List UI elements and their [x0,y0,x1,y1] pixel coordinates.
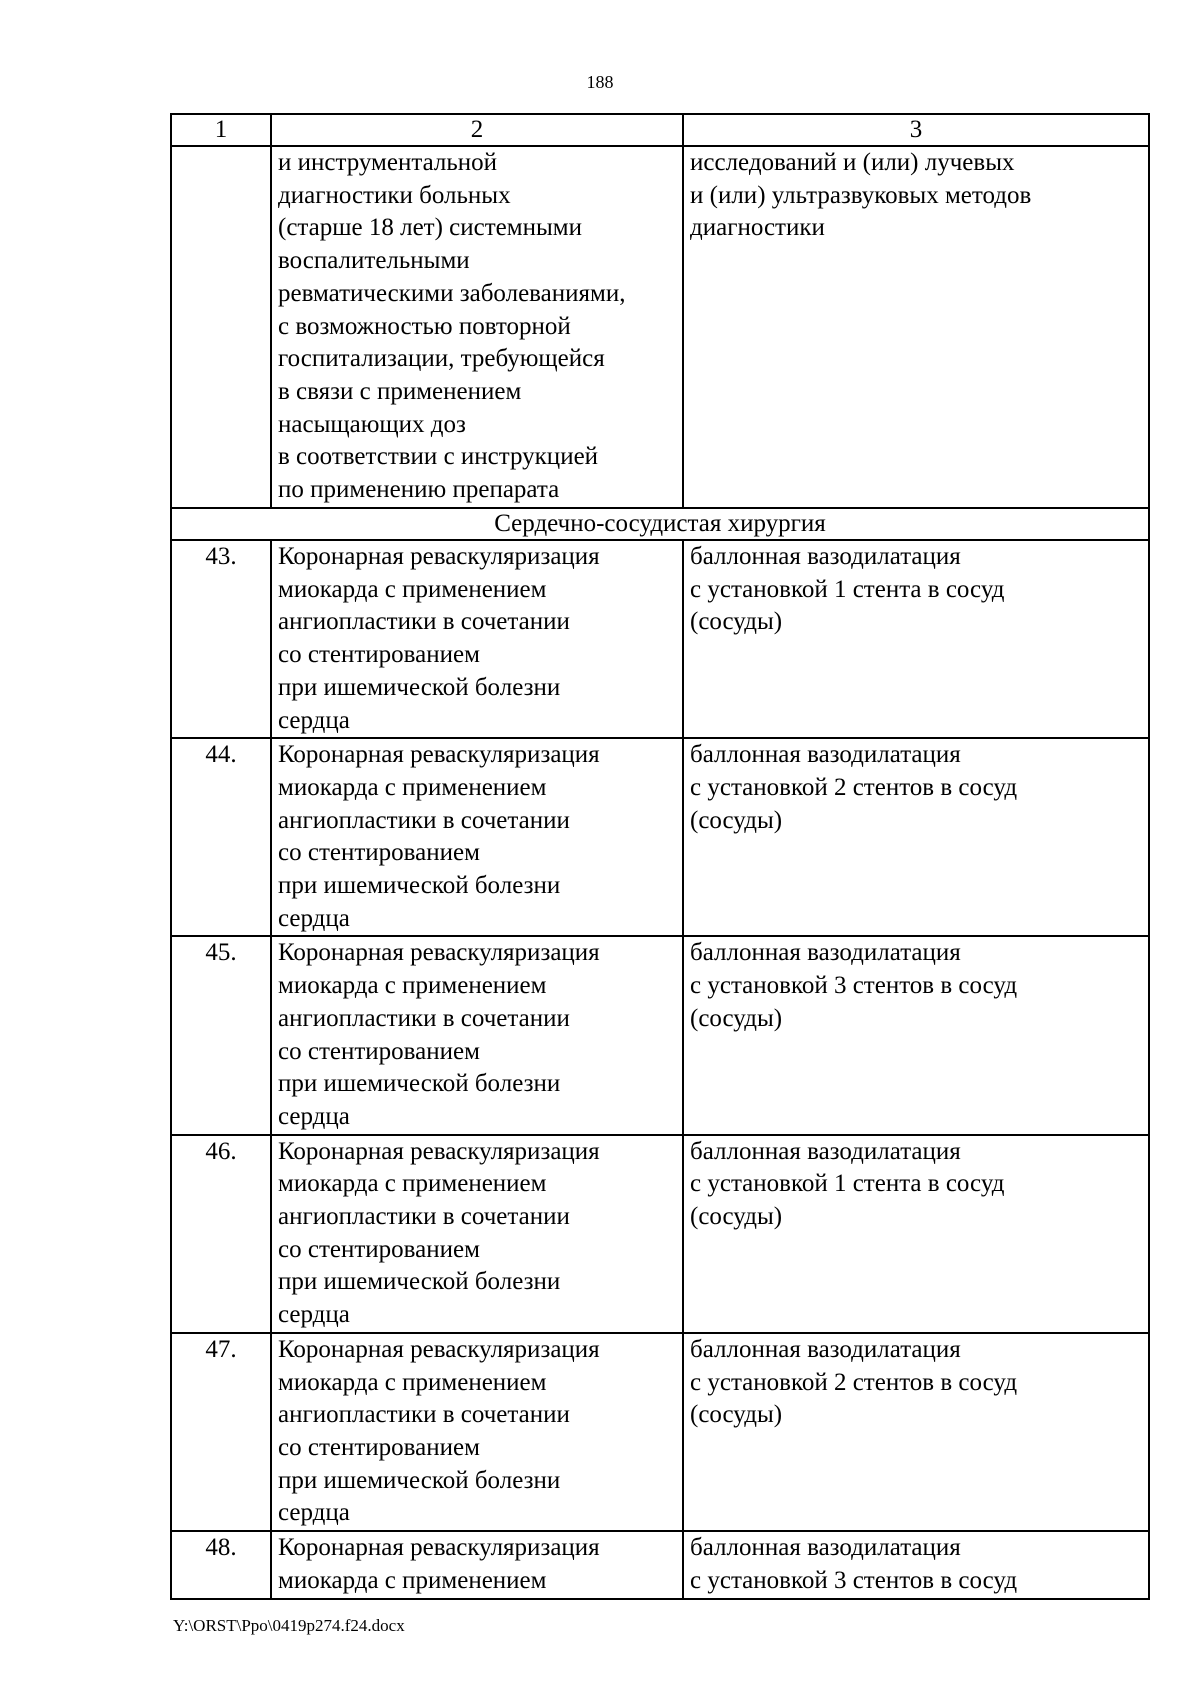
text-line: в соответствии с инструкцией [278,443,599,471]
text-line: с возможностью повторной [278,312,571,340]
text-line: со стентированием [278,1037,480,1065]
text-line: сердца [278,1102,350,1130]
row-description-cell [271,1135,683,1333]
table-row [171,936,1149,1134]
text-line: сердца [278,1301,350,1329]
text-line: со стентированием [278,1433,480,1461]
row-number-cell: 48. [171,1531,271,1598]
table-body [171,114,1149,1599]
text-line: Коронарная реваскуляризация [278,1137,600,1165]
row-description-cell [271,540,683,738]
text-line: ангиопластики в сочетании [278,1004,570,1032]
text-line: при ишемической болезни [278,1070,561,1098]
text-line: ревматическими заболеваниями, [278,279,626,307]
text-line: Коронарная реваскуляризация [278,741,600,769]
row-description-cell [271,1531,683,1598]
text-line: (сосуды) [690,1004,783,1032]
row-number-cell: 46. [171,1135,271,1333]
text-line: с установкой 2 стентов в сосуд [690,1368,1018,1396]
text-line: с установкой 3 стентов в сосуд [690,972,1018,1000]
text-line: по применению препарата [278,476,560,504]
text-line: со стентированием [278,1235,480,1263]
text-line: в связи с применением [278,377,522,405]
text-line: с установкой 3 стентов в сосуд [690,1566,1018,1594]
text-line: (сосуды) [690,806,783,834]
column-header-3: 3 [683,114,1149,146]
text-line: миокарда с применением [278,773,547,801]
row-method-cell [683,540,1149,738]
table-row [171,1531,1149,1598]
procedures-table [170,113,1150,1600]
table-header-row [171,114,1149,146]
text-line: баллонная вазодилатация [690,1137,961,1165]
row-method-cell [683,936,1149,1134]
text-line: ангиопластики в сочетании [278,1401,570,1429]
text-line: баллонная вазодилатация [690,1335,961,1363]
text-line: баллонная вазодилатация [690,543,961,570]
continued-row [171,146,1149,508]
text-line: со стентированием [278,641,480,669]
text-line: Коронарная реваскуляризация [278,939,600,967]
text-line: насыщающих доз [278,410,466,438]
text-line: при ишемической болезни [278,1268,561,1296]
row-number-cell: 44. [171,738,271,936]
table-row [171,738,1149,936]
text-line: и инструментальной [278,149,498,176]
text-line: с установкой 1 стента в сосуд [690,575,1005,603]
text-line: сердца [278,1499,350,1527]
text-line: сердца [278,904,350,932]
page-number: 188 [586,72,614,92]
column-header-2: 2 [271,114,683,146]
text-line: баллонная вазодилатация [690,1534,961,1562]
text-line: ангиопластики в сочетании [278,1203,570,1231]
text-line: миокарда с применением [278,972,547,1000]
text-line: баллонная вазодилатация [690,741,961,769]
text-line: Коронарная реваскуляризация [278,543,600,570]
text-line: (старше 18 лет) системными [278,214,582,242]
text-line: Коронарная реваскуляризация [278,1534,600,1562]
row-number-cell: 43. [171,540,271,738]
section-title: Сердечно-сосудистая хирургия [171,508,1149,540]
row-description-cell [271,1333,683,1531]
table-row [171,1333,1149,1531]
text-line: и (или) ультразвуковых методов [690,181,1032,209]
text-line: миокарда с применением [278,1170,547,1198]
text-line: воспалительными [278,247,470,275]
text-line: Коронарная реваскуляризация [278,1335,600,1363]
text-line: со стентированием [278,839,480,867]
text-line: при ишемической болезни [278,1466,561,1494]
row-number-cell: 45. [171,936,271,1134]
text-line: (сосуды) [690,1203,783,1231]
text-line: с установкой 2 стентов в сосуд [690,773,1018,801]
row-method-cell [683,1531,1149,1598]
row-method-cell [683,1135,1149,1333]
text-line: миокарда с применением [278,575,547,603]
text-line: ангиопластики в сочетании [278,608,570,636]
row-number-cell: 47. [171,1333,271,1531]
text-line: баллонная вазодилатация [690,939,961,967]
text-line: при ишемической болезни [278,872,561,900]
row-description-cell [271,738,683,936]
column-header-1: 1 [171,114,271,146]
continued-row-method-cell [683,146,1149,508]
text-line: миокарда с применением [278,1368,547,1396]
text-line: исследований и (или) лучевых [690,149,1015,176]
row-method-cell [683,1333,1149,1531]
text-line: (сосуды) [690,608,783,636]
row-method-cell [683,738,1149,936]
text-line: ангиопластики в сочетании [278,806,570,834]
table-row [171,540,1149,738]
text-line: диагностики [690,214,825,242]
continued-row-number-cell [171,146,271,508]
footer-file-path: Y:\ORST\Ppo\0419p274.f24.docx [173,1616,405,1635]
section-header-row [171,508,1149,540]
text-line: (сосуды) [690,1401,783,1429]
text-line: при ишемической болезни [278,673,561,701]
table-row [171,1135,1149,1333]
text-line: с установкой 1 стента в сосуд [690,1170,1005,1198]
text-line: госпитализации, требующейся [278,345,605,373]
text-line: сердца [278,706,350,734]
text-line: миокарда с применением [278,1566,547,1594]
continued-row-description-cell [271,146,683,508]
row-description-cell [271,936,683,1134]
text-line: диагностики больных [278,181,511,209]
